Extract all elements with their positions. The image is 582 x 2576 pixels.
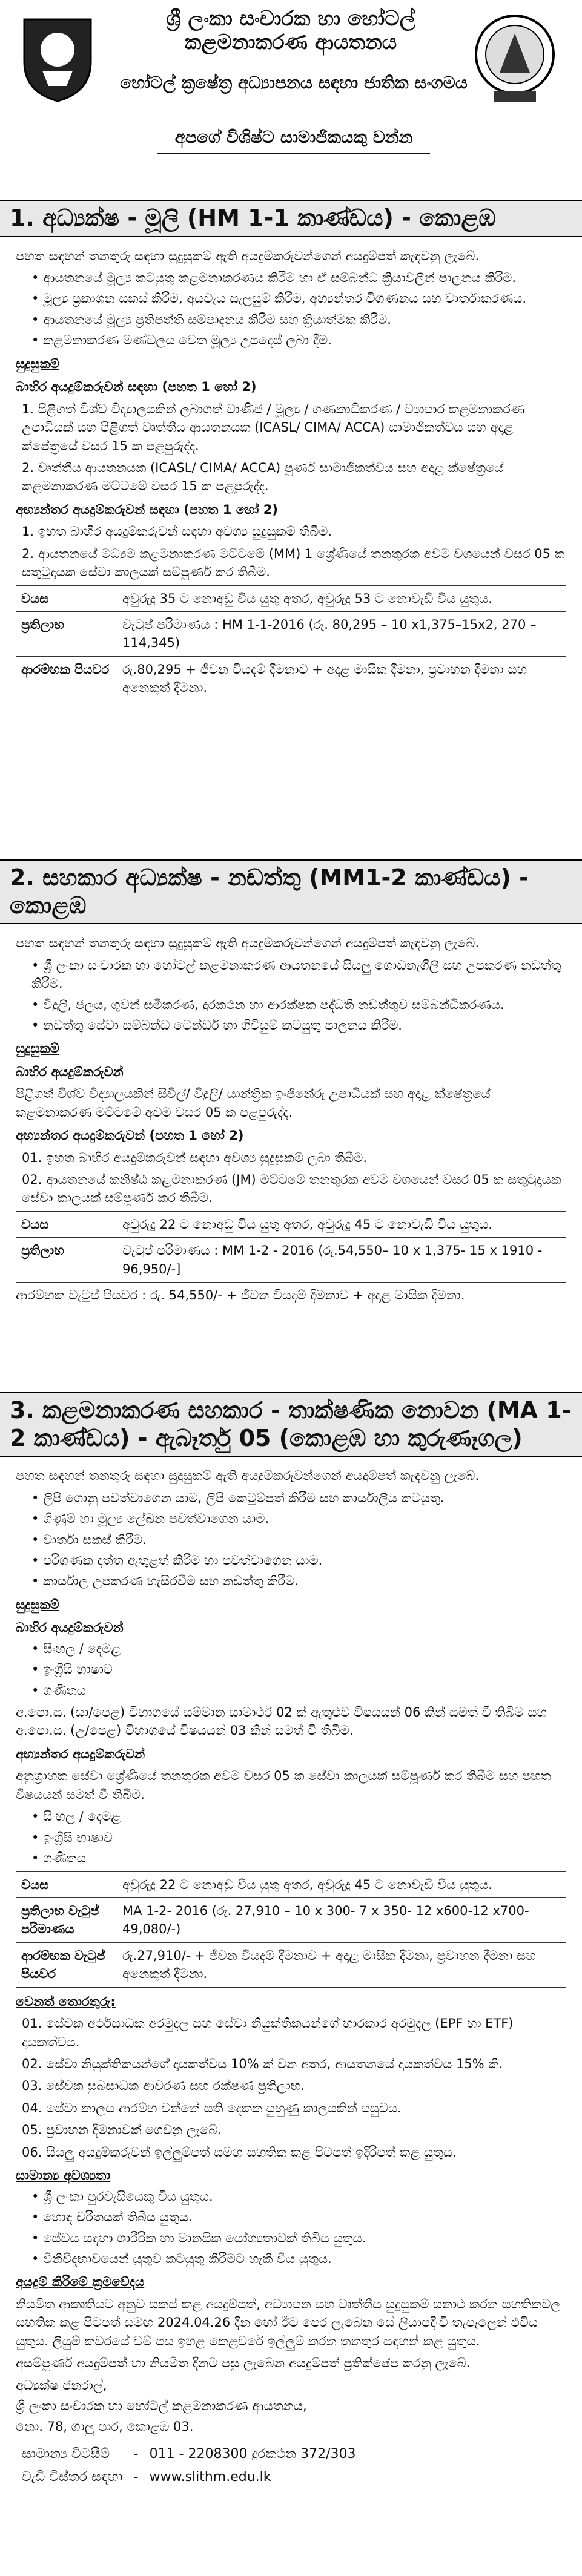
- section-1-bullet-1: • ආයතනයේ මූල්‍ය කටයුතු කළමනාකරණය කිරීම හා ඒ සම්බන්ධ ක්‍රියාවලීන් පාලනය කිරීම.: [31, 271, 516, 286]
- table-row: සාමාන්‍ය විමසීම් - 011 - 2208300 දුරකථන 372/303: [22, 2446, 356, 2462]
- general-item-5: 05. ප්‍රවාහන දීමනාවක් ගෙවනු ලැබේ.: [22, 2123, 222, 2138]
- table-row: වැඩි විස්තර සඳහා - www.slithm.edu.lk: [17, 2466, 361, 2488]
- section-3-qual-title: සුදුසුකම්: [16, 1597, 59, 1612]
- institute-logo: [18, 13, 97, 104]
- section-2-external-title: බාහිර අයදුම්කරුවන්: [16, 1064, 124, 1079]
- section-2-internal-2: 02. ආයතනයේ කනිෂ්ඨ කළමනාකරණ (JM) මට්ටමේ තනතුරක අවම වශයෙන් වසර 05 ක සතුටුදායක සේවා කාලයක් සම්පූර්ණ කර තිබීම.: [22, 1172, 561, 1206]
- section-1: [0, 200, 582, 711]
- section-2: [0, 859, 582, 1315]
- section-3-heading: 3. කළමනාකරණ සහකාර - තාක්ෂණික නොවන (MA 1-2 කාණ්ඩය) - ඇබෑර්තු 05 (කොළඹ හා කුරුණෑගල): [0, 1392, 582, 1457]
- section-1-external-title: බාහිර අයදුම්කරුවන් සඳහා (පහත 1 හෝ 2): [16, 380, 257, 395]
- section-3-int-subject-1: • සිංහල / දෙමළ: [31, 1809, 121, 1824]
- section-1-intro: පහත සඳහන් තනතුරු සඳහා සුදුසුකම් ඇති අයදුම්කරුවන්ගෙන් අයදුම්පත් කැඳවනු ලැබේ.: [16, 248, 480, 263]
- table-row: ආරම්භක පියවර රු.80,295 + ජීවන වියදම් දීමනාව + අදාළ මාසික දීමනා, ප්‍රවාහන දීමනා සහ අනෙකුත් දීමනා.: [16, 656, 566, 701]
- government-emblem: [472, 6, 557, 109]
- section-1-internal-1: 1. ඉහත බාහිර අයදුම්කරුවන් සඳහා අවශ්‍ය සුදුසුකම් තිබීම.: [22, 524, 332, 539]
- requirement-3: • සේවය සඳහා ශාරීරික හා මානසික යෝග්‍යතාවක් තිබිය යුතුය.: [31, 2230, 366, 2246]
- address-line-3: නො. 78, ගාලු පාර, කොළඹ 03.: [16, 2419, 194, 2434]
- shield-logo-icon: [18, 13, 97, 104]
- section-3-subject-3: • ගණිතය: [31, 1683, 86, 1698]
- section-3-table: [16, 1871, 566, 1988]
- header: [0, 0, 582, 201]
- section-3-internal-title: අභ්‍යන්තර අයදුම්කරුවන්: [16, 1746, 145, 1761]
- requirement-2: • හොඳ චරිතයක් තිබිය යුතුය.: [31, 2210, 193, 2225]
- general-requirements-title: සාමාන්‍ය අවශ්‍යතා: [16, 2168, 111, 2183]
- section-1-internal-title: අභ්‍යන්තර අයදුම්කරුවන් සඳහා (පහත 1 හෝ 2): [16, 502, 278, 517]
- apply-title: අයදුම් කිරීමේ ක්‍රමවේදය: [16, 2275, 145, 2290]
- invite-title: අපගේ විශිෂ්ට සාමාජිකයකු වන්න: [157, 127, 430, 154]
- sub-title: හෝටල් ක්‍රෂේත්‍ර අධ්‍යාපනය සඳහා ජාතික සංගමය: [120, 73, 468, 93]
- general-item-6: 06. සියලු අයදුම්කරුවන් ඉල්ලුම්පත් සමඟ සහතික කළ පිටපත් ඉදිරිපත් කළ යුතුය.: [22, 2144, 457, 2160]
- section-2-internal-1: 01. ඉහත බාහිර අයදුම්කරුවන් සඳහා අවශ්‍ය සුදුසුකම් ලබා තිබීම.: [22, 1150, 368, 1165]
- section-2-intro: පහත සඳහන් තනතුරු සඳහා සුදුසුකම් ඇති අයදුම්කරුවන්ගෙන් අයදුම්පත් කැඳවනු ලැබේ.: [16, 936, 480, 951]
- section-3-external-text: අ.පො.ස. (සා/පෙළ) විභාගයේ සම්මාන සාමාර්ථ 02 ක් ඇතුළුව විෂයයන් 06 කින් සමත් වී තිබීම සහ අ.පො.ස. (උ/පෙළ) විභාගයේ විෂයයන් 03 කින් සමත් වී තිබීම.: [16, 1705, 547, 1738]
- section-3-intro: පහත සඳහන් තනතුරු සඳහා සුදුසුකම් ඇති අයදුම්කරුවන්ගෙන් අයදුම්පත් කැඳවනු ලැබේ.: [16, 1468, 480, 1484]
- address-line-1: අධ්‍යක්ෂ ජනරාල්,: [16, 2377, 107, 2393]
- section-3: [0, 1392, 582, 2496]
- table-row: වයස අවුරුදු 22 ට නොඅඩු විය යුතු අතර, අවුරුදු 45 ට නොවැඩි විය යුතුය.: [16, 1211, 566, 1237]
- apply-note: අසම්පූර්ණ අයදුම්පත් හා නියමිත දිනට පසු ලැබෙන අයදුම්පත් ප්‍රතික්ෂේප කරනු ලැබේ.: [16, 2356, 471, 2371]
- section-1-bullet-4: • කළමනාකරණ මණ්ඩලය වෙත මූල්‍ය උපදෙස් ලබා දීම.: [31, 333, 332, 348]
- table-row: වයස අවුරුදු 22 ට නොඅඩු විය යුතු අතර, අවුරුදු 45 ට නොවැඩි විය යුතුය.: [16, 1871, 566, 1898]
- table-row: ප්‍රතිලාභ වැටුප් පරිමාණය : MM 1-2 - 2016 (රු.54,550– 10 x 1,375- 15 x 1910 - 96,950/-]: [16, 1238, 566, 1283]
- section-3-subject-1: • සිංහල / දෙමළ: [31, 1641, 121, 1656]
- table-row: ප්‍රතිලාභ වැටුප් පරිමාණය : HM 1-1-2016 (රු. 80,295 – 10 x1,375–15x2, 270 – 114,345): [16, 612, 566, 657]
- section-2-external-text: පිළිගත් විශ්ව විද්‍යාලයකින් සිවිල්/ විදුලි/ යාන්ත්‍රික ඉංජිනේරු උපාධියක් සහ අදාළ ක්ෂේත්‍රයේ කළමනාකරණ මට්ටමේ අවම වසර 05 ක පළපුරුද්ද.: [16, 1086, 491, 1120]
- section-1-table: [16, 585, 566, 702]
- section-2-heading: 2. සහකාර අධ්‍යක්ෂ - නඩත්තු (MM1-2 කාණ්ඩය) - කොළඹ: [0, 859, 582, 924]
- section-2-bullet-3: • නඩත්තු සේවා සම්බන්ධ ටෙන්ඩර් හා ගිවිසුම් කටයුතු පාලනය කිරීම.: [31, 1017, 402, 1033]
- emblem-icon: [472, 6, 557, 109]
- section-1-qual-title: සුදුසුකම්: [16, 356, 59, 371]
- section-2-internal-title: අභ්‍යන්තර අයදුම්කරුවන් (පහත 1 හෝ 2): [16, 1128, 244, 1143]
- section-1-internal-2: 2. ආයතනයේ මධ්‍යම කළමනාකරණ මට්ටමේ (MM) 1 ශ්‍රේණියේ තනතුරක අවම වශයෙන් වසර 05 ක සතුටුදායක සේවා කාලයක් සම්පූර්ණ කර තිබීම.: [22, 546, 565, 580]
- section-2-bullet-1: • ශ්‍රී ලංකා සංචාරක හා හෝටල් කළමනාකරණ ආයතනයේ සියලු ගොඩනැගිලි සහ උපකරණ නඩත්තු කිරීම.: [31, 958, 561, 991]
- section-1-heading: 1. අධ්‍යක්ෂ - මූලි (HM 1-1 කාණ්ඩය) - කොළඹ: [0, 200, 582, 237]
- requirement-4: • විනිවිදභාවයෙන් යුතුව කටයුතු කිරීමට හැකි විය යුතුය.: [31, 2251, 332, 2266]
- section-1-item-2: 2. වෘත්තීය ආයතනයක (ICASL/ CIMA/ ACCA) පූර්ණ සාමාජිකත්වය සහ අදාළ ක්ෂේත්‍රයේ කළමනාකරණ මට්ටමේ වසර 15 ක පළපුරුද්ද.: [22, 460, 504, 494]
- table-row: ආරම්භක වැටුප් පියවර රු.27,910/- + ජීවන වියදම් දීමනාව + අදාළ මාසික දීමනා, ප්‍රවාහන දීමනා සහ අනෙකුත් දීමනා.: [16, 1942, 566, 1987]
- section-3-int-subject-2: • ඉංග්‍රීසි භාෂාව: [31, 1830, 113, 1845]
- general-item-2: 02. සේවා නියුක්තිකයන්ගේ දායකත්වය 10% ක් වන අතර, ආයතනයේ දායකත්වය 15% කි.: [22, 2057, 503, 2071]
- general-item-4: 04. සේවා කාලය ආරම්භ වන්නේ සති දෙකක පුහුණු කාලයකින් පසුවය.: [22, 2100, 402, 2115]
- section-1-item-1: 1. පිළිගත් විශ්ව විද්‍යාලයකින් ලබාගත් වාණිජ / මූල්‍ය / ගණකාධිකරණ / ව්‍යාපාර කළමනාකරණ උපාධියක් සහ පිළිගත් වෘත්තීය ආයතනයක (ICASL/ CIMA/ ACCA) සාමාජිකත්වය සහ අදාළ ක්ෂේත්‍රයේ වසර 15 ක පළපුරුද්ද.: [22, 401, 525, 453]
- section-3-bullet-3: • වාර්තා සකස් කිරීම.: [31, 1532, 147, 1547]
- table-row: ප්‍රතිලාභ වැටුප් පරිමාණය MA 1-2- 2016 (රු. 27,910 – 10 x 300- 7 x 350- 12 x600-12 x700- 49,080/-): [16, 1898, 566, 1942]
- section-2-footer: ආරම්භක වැටුප් පියවර : රු. 54,550/- + ජීවන වියදම් දීමනාව + අදාළ මාසික දීමනා.: [16, 1288, 465, 1303]
- general-item-1: 01. සේවක අර්ථසාධක අරමුදල සහ සේවා නියුක්තිකයන්ගේ භාරකාර අරමුදල (EPF හා ETF) දායකත්වය.: [22, 2016, 514, 2049]
- section-2-bullet-2: • විදුලි, ජලය, ගුවන් සමීකරණ, දුරකථන හා ආරක්ෂක පද්ධති නඩත්තුව සම්බන්ධීකරණය.: [31, 997, 504, 1012]
- section-3-subject-2: • ඉංග්‍රීසි භාෂාව: [31, 1662, 113, 1677]
- contact-table: [16, 2442, 362, 2489]
- general-title: වෙනත් තොරතුරු:: [16, 1994, 116, 2009]
- section-3-bullet-1: • ලිපි ගොනු පවත්වාගෙන යාම, ලිපි කෙටුම්පත් කිරීම සහ කාර්යාලීය කටයුතු.: [31, 1490, 445, 1505]
- address-line-2: ශ්‍රී ලංකා සංචාරක හා හෝටල් කළමනාකරණ ආයතනය,: [16, 2399, 307, 2413]
- section-3-internal-text: අනුග්‍රාහක සේවා ශ්‍රේණියේ තනතුරක අවම වසර 05 ක සේවා කාලයක් සම්පූර්ණ කර තිබීම සහ පහත විෂයයන් සමත් වී තිබීම.: [16, 1769, 551, 1802]
- section-3-int-subject-3: • ගණිතය: [31, 1851, 86, 1866]
- general-item-3: 03. සේවක සුබසාධක ආවරණ සහ රක්ෂණ ප්‍රතිලාභ.: [22, 2078, 305, 2094]
- requirement-1: • ශ්‍රී ලංකා පුරවැසියෙකු විය යුතුය.: [31, 2189, 213, 2204]
- apply-text: නියමිත ආකෘතියට අනුව සකස් කළ අයදුම්පත්, අධ්‍යාපන සහ වෘත්තීය සුදුසුකම් සනාථ කරන සහතිකවල සහතික කළ පිටපත් සමඟ 2024.04.26 දින හෝ ඊට පෙර ලැබෙන සේ ලියාපදිංචි තැපෑලෙන් එවිය යුතුය. ලියුම් කවරයේ වම් පස ඉහළ කෙළවරේ ඉල්ලුම් කරන තනතුර සඳහන් කළ යුතුය.: [16, 2296, 561, 2348]
- section-2-qual-title: සුදුසුකම්: [16, 1041, 59, 1056]
- section-1-bullet-3: • ආයතනයේ මූල්‍ය ප්‍රතිපත්ති සම්පාදනය කිරීම සහ ක්‍රියාත්මක කිරීම.: [31, 312, 391, 327]
- section-1-bullet-2: • මූල්‍ය ප්‍රකාශන සකස් කිරීම, අයවැය සැලසුම් කිරීම, අභ්‍යන්තර විගණනය සහ වාර්තාකරණය.: [31, 291, 527, 306]
- table-row: වයස අවුරුදු 35 ට නොඅඩු විය යුතු අතර, අවුරුදු 53 ට නොවැඩි විය යුතුය.: [16, 585, 566, 611]
- section-3-bullet-4: • පරිගණක දත්ත ඇතුළත් කිරීම හා පවත්වාගෙන යාම.: [31, 1552, 323, 1568]
- section-3-external-title: බාහිර අයදුම්කරුවන්: [16, 1620, 124, 1635]
- section-3-bullet-5: • කාර්යාල උපකරණ හැසිරවීම සහ නඩත්තු කිරීම.: [31, 1574, 299, 1589]
- org-title: ශ්‍රී ලංකා සංචාරක හා හෝටල් කළමනාකරණ ආයතනය: [166, 7, 415, 55]
- section-3-bullet-2: • ගිණුම් හා මූල්‍ය ලේඛන පවත්වාගෙන යාම.: [31, 1511, 270, 1526]
- section-2-table: [16, 1211, 566, 1283]
- website-link[interactable]: www.slithm.edu.lk: [149, 2469, 271, 2485]
